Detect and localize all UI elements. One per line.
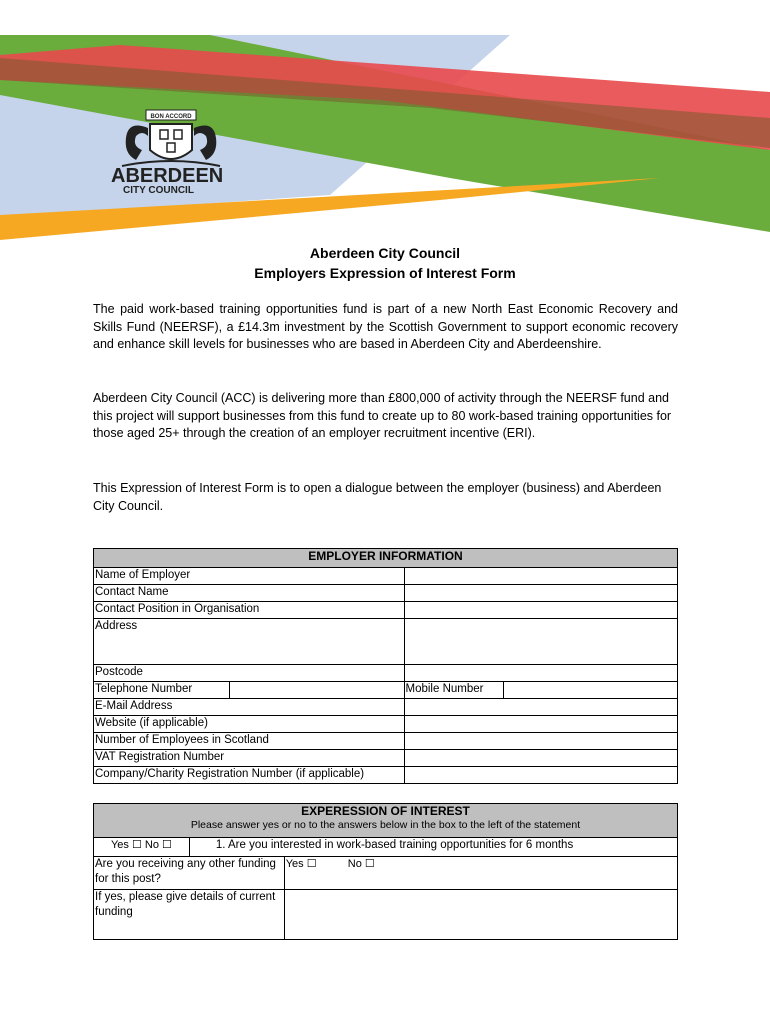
- interest-header: [94, 804, 678, 838]
- vat-field[interactable]: [404, 750, 678, 767]
- contact-position-field[interactable]: [404, 602, 678, 619]
- header-banner: [0, 0, 770, 245]
- q1-text: 1. Are you interested in work-based training opportunities for 6 months: [189, 838, 677, 857]
- logo-aberdeen: ABERDEEN: [111, 165, 224, 187]
- q1-yes-no-checkboxes[interactable]: Yes ☐ No ☐: [94, 838, 190, 857]
- q3-text: If yes, please give details of current funding: [94, 890, 285, 940]
- q2-yes-checkbox[interactable]: Yes ☐: [285, 858, 317, 870]
- employer-info-header: EMPLOYER INFORMATION: [94, 549, 678, 568]
- intro-paragraph-2: Aberdeen City Council (ACC) is delivering more than £800,000 of activity through the NEERSF fund and this project will support businesses from this fund to create up to 80 work-based training opportunities for those aged 25+ through the creation of an employer recruitment incentive (ERI).: [93, 391, 672, 440]
- q2-text: Are you receiving any other funding for this post?: [94, 857, 285, 890]
- mobile-label: Mobile Number: [404, 682, 504, 699]
- employer-name-label: Name of Employer: [94, 568, 405, 585]
- address-label: Address: [94, 619, 405, 665]
- logo-city-council: CITY COUNCIL: [123, 185, 194, 196]
- address-field[interactable]: [404, 619, 678, 665]
- contact-name-label: Contact Name: [94, 585, 405, 602]
- contact-name-field[interactable]: [404, 585, 678, 602]
- expression-of-interest-table: [93, 803, 678, 940]
- website-field[interactable]: [404, 716, 678, 733]
- intro-paragraph-3: This Expression of Interest Form is to open a dialogue between the employer (business) and Aberdeen City Council.: [93, 481, 662, 513]
- employees-label: Number of Employees in Scotland: [94, 733, 405, 750]
- postcode-label: Postcode: [94, 665, 405, 682]
- q3-details-field[interactable]: [284, 890, 677, 940]
- employer-name-field[interactable]: [404, 568, 678, 585]
- telephone-field[interactable]: [229, 682, 404, 699]
- crest-motto: BON ACCORD: [150, 114, 192, 120]
- intro-paragraph-1: The paid work-based training opportunities fund is part of a new North East Economic Recovery and Skills Fund (NEERSF), a £14.3m investment by the Scottish Government to support economic recovery and enhance skill levels for businesses who are based in Aberdeen City and Aberdeenshire.: [93, 302, 678, 351]
- mobile-field[interactable]: [504, 682, 678, 699]
- email-label: E-Mail Address: [94, 699, 405, 716]
- company-reg-field[interactable]: [404, 767, 678, 784]
- employees-field[interactable]: [404, 733, 678, 750]
- interest-instructions: Please answer yes or no to the answers below in the box to the left of the statement: [190, 819, 581, 831]
- email-field[interactable]: [404, 699, 678, 716]
- form-org-title: Aberdeen City Council: [309, 245, 461, 261]
- website-label: Website (if applicable): [94, 716, 405, 733]
- employer-information-table: [93, 548, 678, 784]
- postcode-field[interactable]: [404, 665, 678, 682]
- vat-label: VAT Registration Number: [94, 750, 405, 767]
- interest-header-title: EXPERESSION OF INTEREST: [301, 804, 470, 818]
- q2-answer: [284, 857, 677, 890]
- contact-position-label: Contact Position in Organisation: [94, 602, 405, 619]
- company-reg-label: Company/Charity Registration Number (if applicable): [94, 767, 405, 784]
- q2-no-checkbox[interactable]: No ☐: [347, 858, 375, 870]
- form-title: Employers Expression of Interest Form: [254, 265, 516, 281]
- telephone-label: Telephone Number: [94, 682, 230, 699]
